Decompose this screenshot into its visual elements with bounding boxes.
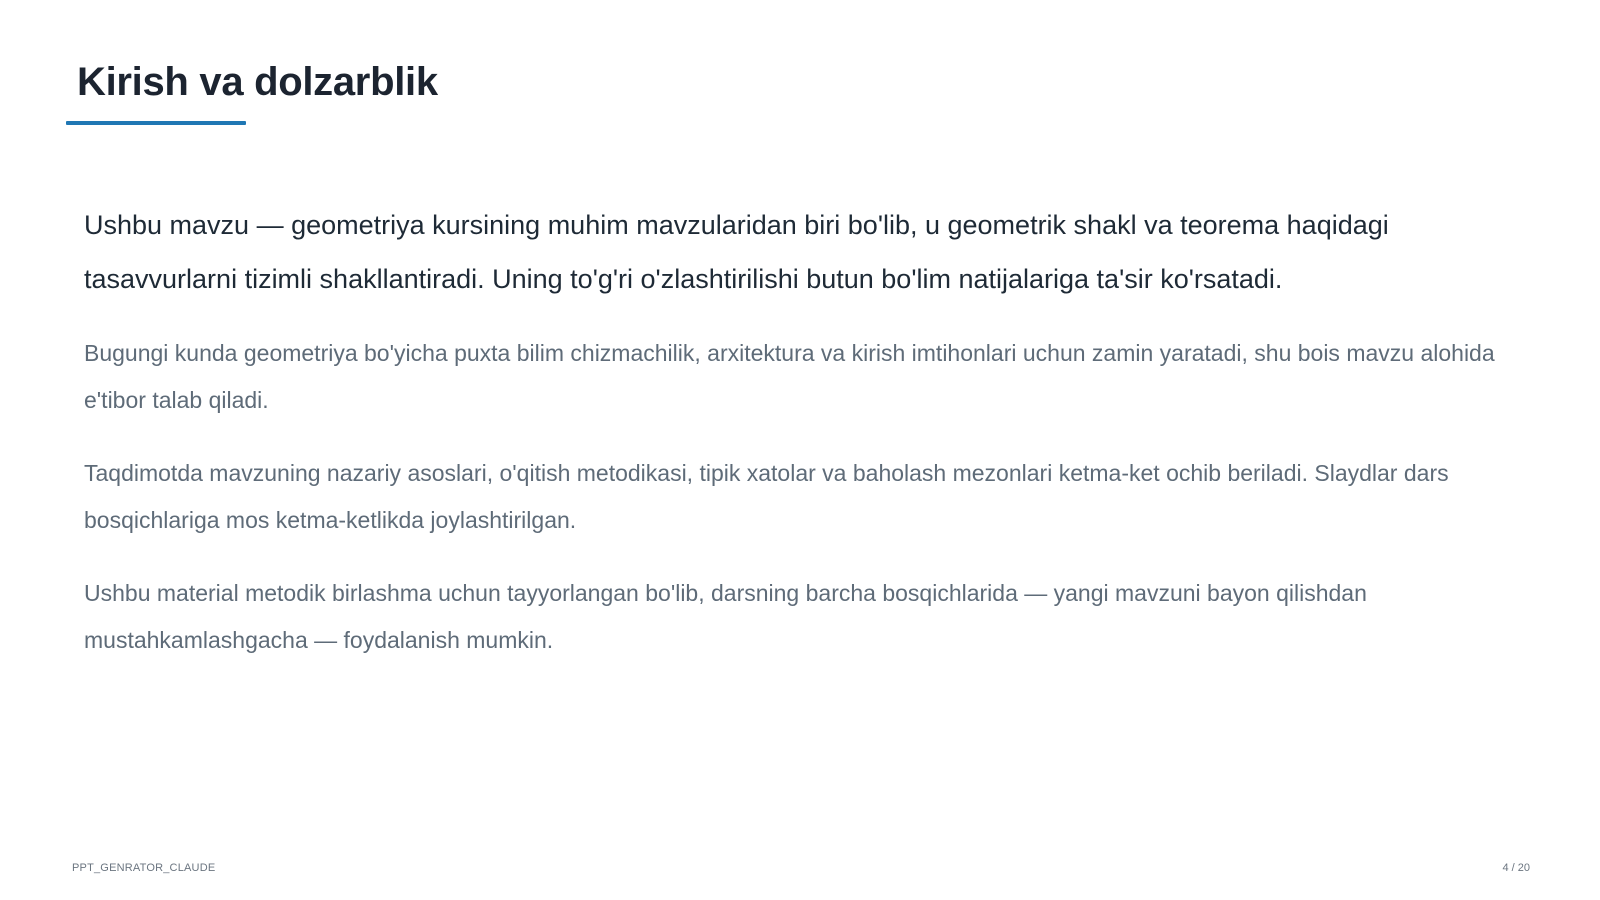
slide-content (84, 198, 1524, 690)
body-paragraph-2: Taqdimotda mavzuning nazariy asoslari, o'qitish metodikasi, tipik xatolar va baholash mezonlari ketma-ket ochib beriladi. Slaydlar dars bosqichlariga mos ketma-ketlikda joylashtirilgan. (84, 460, 1449, 533)
body-paragraph-3: Ushbu material metodik birlashma uchun tayyorlangan bo'lib, darsning barcha bosqichlarida — yangi mavzuni bayon qilishdan mustahkamlashgacha — foydalanish mumkin. (84, 580, 1367, 653)
slide-title: Kirish va dolzarblik (77, 60, 438, 104)
footer-brand: PPT_GENRATOR_CLAUDE (72, 862, 216, 874)
lead-paragraph: Ushbu mavzu — geometriya kursining muhim mavzularidan biri bo'lib, u geometrik shakl va teorema haqidagi tasavvurlarni tizimli shakllantiradi. Uning to'g'ri o'zlashtirilishi butun bo'lim natijalariga ta'sir ko'rsatadi. (84, 210, 1389, 294)
page-number: 4 / 20 (1502, 862, 1530, 874)
body-paragraph-1: Bugungi kunda geometriya bo'yicha puxta bilim chizmachilik, arxitektura va kirish imtihonlari uchun zamin yaratadi, shu bois mavzu alohida e'tibor talab qiladi. (84, 340, 1495, 413)
title-underline (66, 121, 246, 125)
